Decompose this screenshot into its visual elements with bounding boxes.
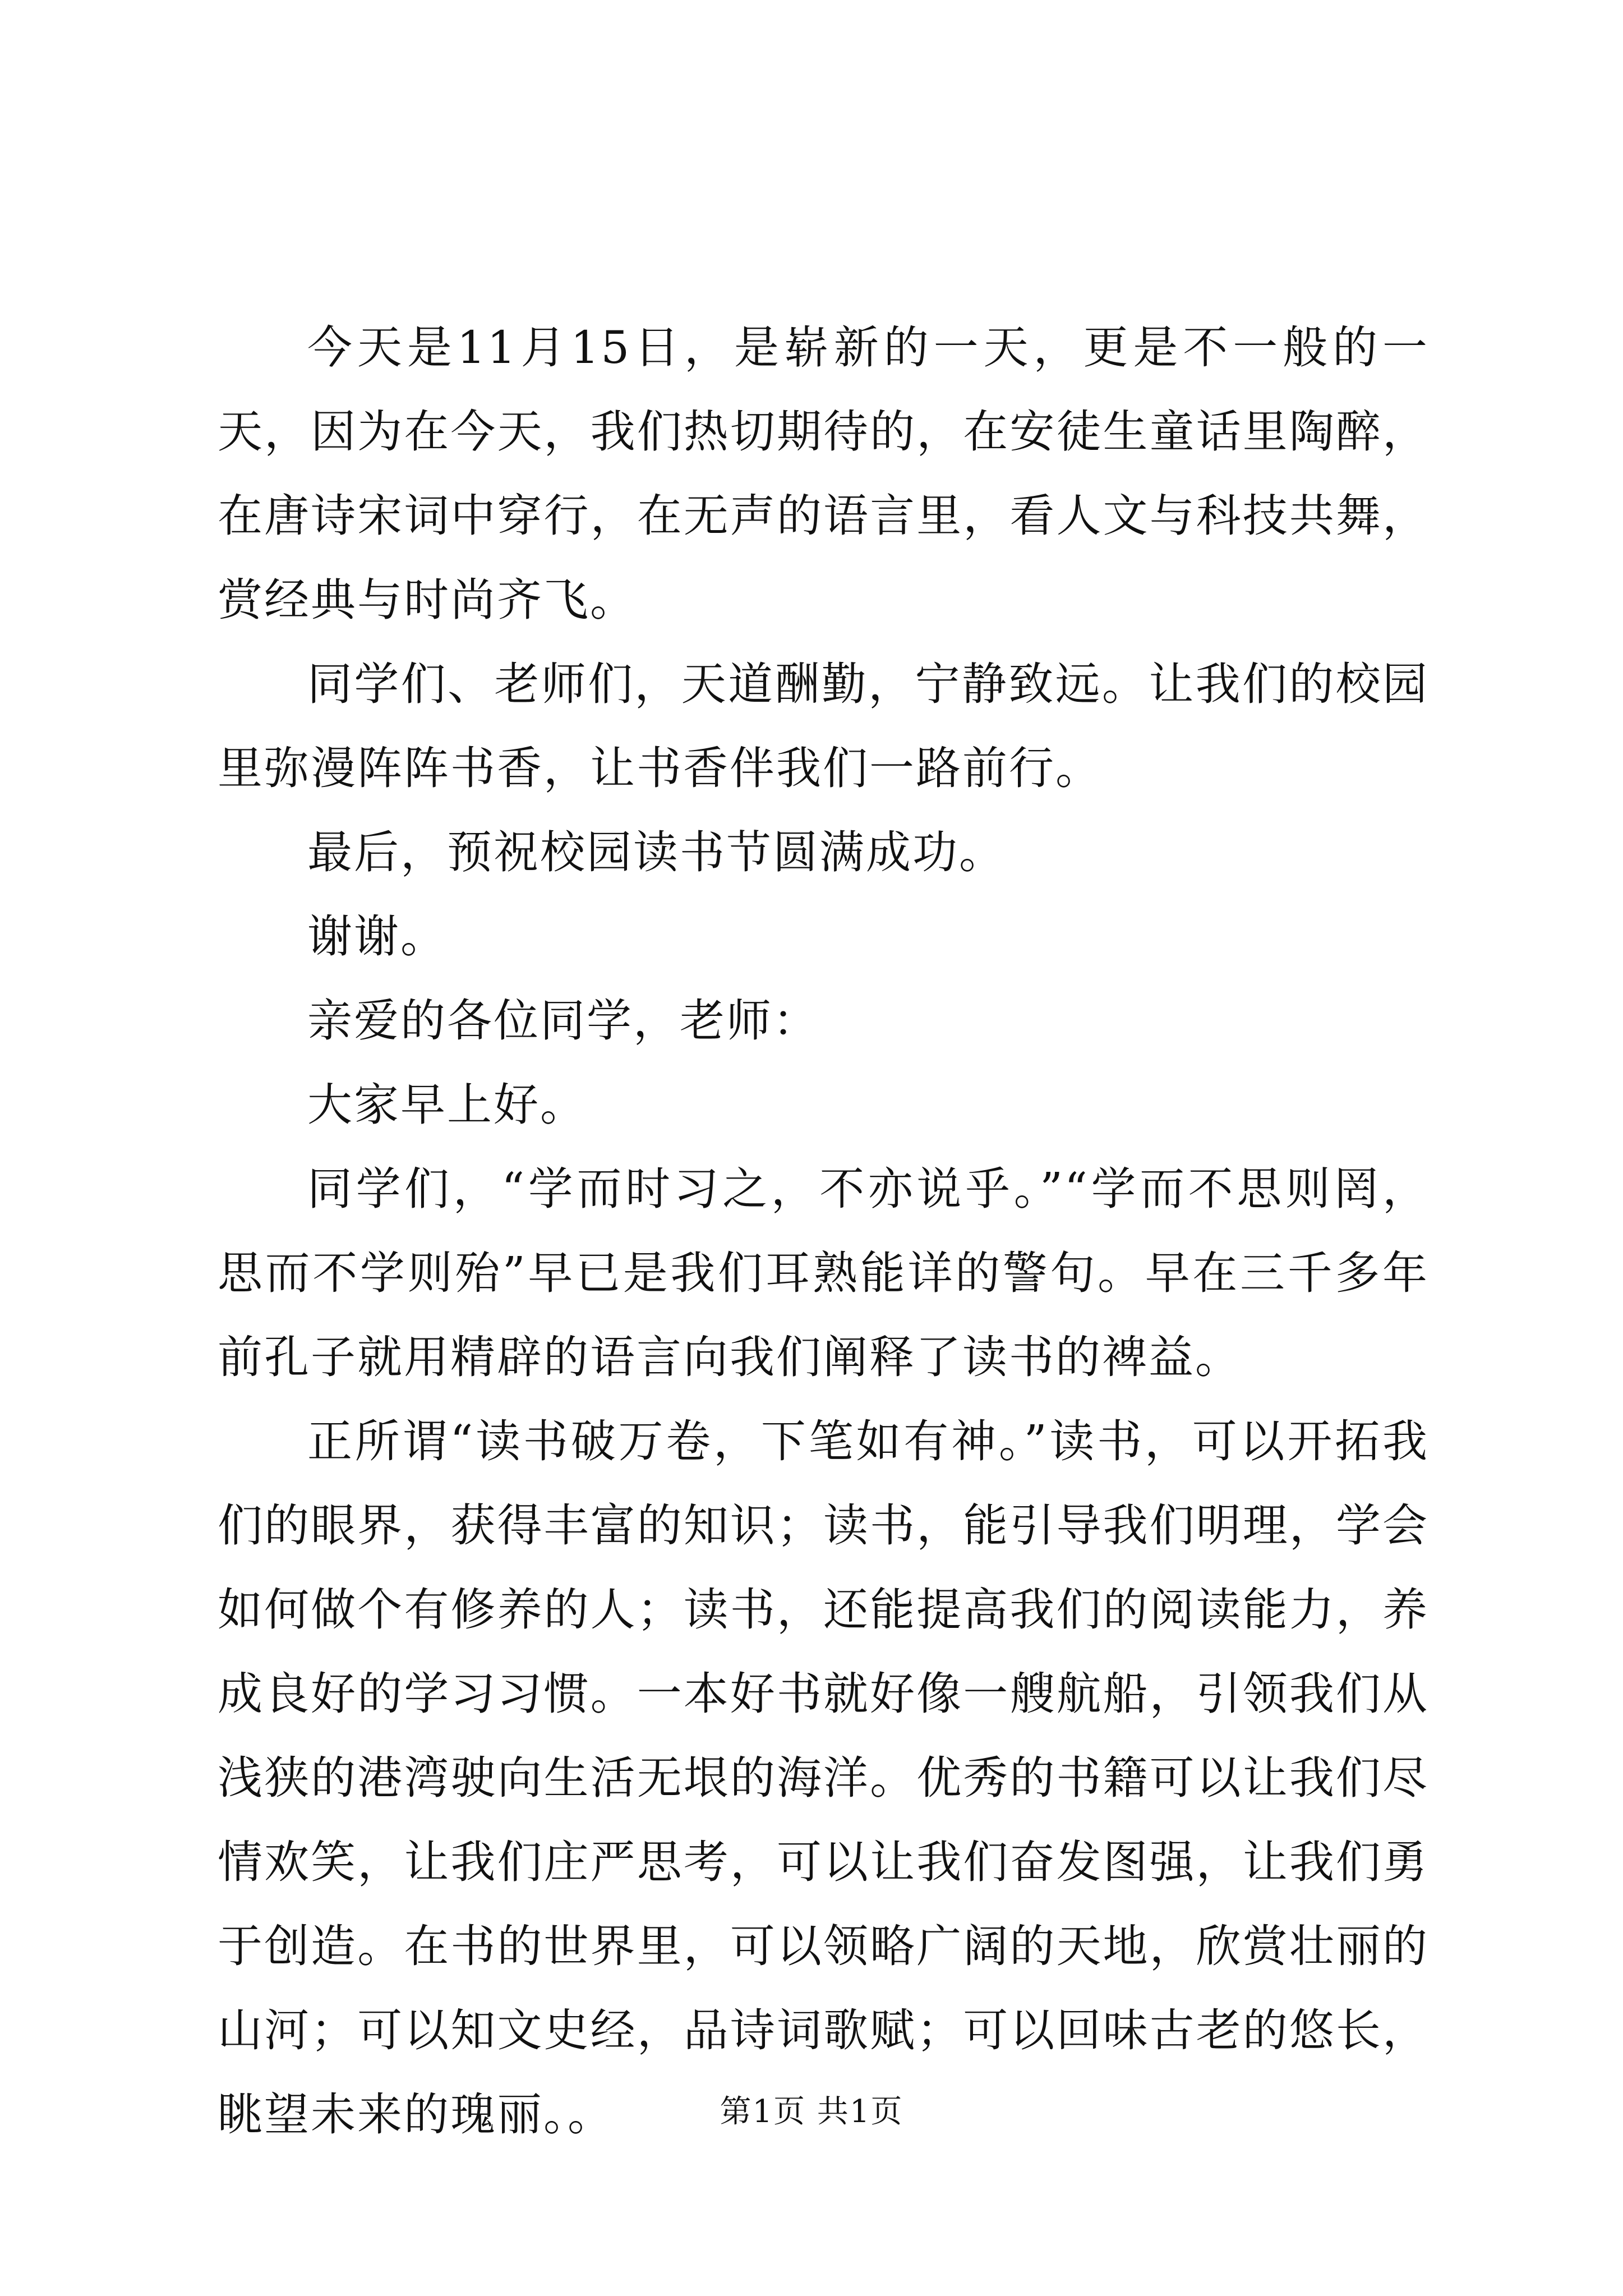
paragraph: 最后，预祝校园读书节圆满成功。 (307, 826, 1006, 878)
paragraph: 谢谢。 (307, 910, 447, 963)
page-footer: 第1页 共1页 (720, 2093, 903, 2130)
paragraph: 亲爱的各位同学，老师： (307, 995, 819, 1047)
paragraph: 同学们、老师们，天道酬勤，宁静致远。让我们的校园里弥漫阵阵书香，让书香伴我们一路前行。 (218, 658, 1429, 794)
paragraph: 大家早上好。 (307, 1079, 587, 1131)
paragraph: 正所谓“读书破万卷，下笔如有神。”读书，可以开拓我们的眼界，获得丰富的知识；读书，能引导我们明理，学会如何做个有修养的人；读书，还能提高我们的阅读能力，养成良好的学习习惯。一本好书就好像一艘航船，引领我们从浅狭的港湾驶向生活无垠的海洋。优秀的书籍可以让我们尽情欢笑，让我们庄严思考，可以让我们奋发图强，让我们勇于创造。在书的世界里，可以领略广阔的天地，欣赏壮丽的山河；可以知文史经，品诗词歌赋；可以回味古老的悠长，眺望未来的瑰丽。。 (218, 1415, 1429, 2141)
document-body (218, 306, 1429, 2157)
paragraph: 今天是11月15日，是崭新的一天，更是不一般的一天，因为在今天，我们热切期待的，在安徒生童话里陶醉，在唐诗宋词中穿行，在无声的语言里，看人文与科技共舞，赏经典与时尚齐飞。 (218, 321, 1429, 626)
paragraph: 同学们，“学而时习之，不亦说乎。”“学而不思则罔，思而不学则殆”早已是我们耳熟能详的警句。早在三千多年前孔子就用精辟的语言向我们阐释了读书的裨益。 (218, 1163, 1429, 1383)
